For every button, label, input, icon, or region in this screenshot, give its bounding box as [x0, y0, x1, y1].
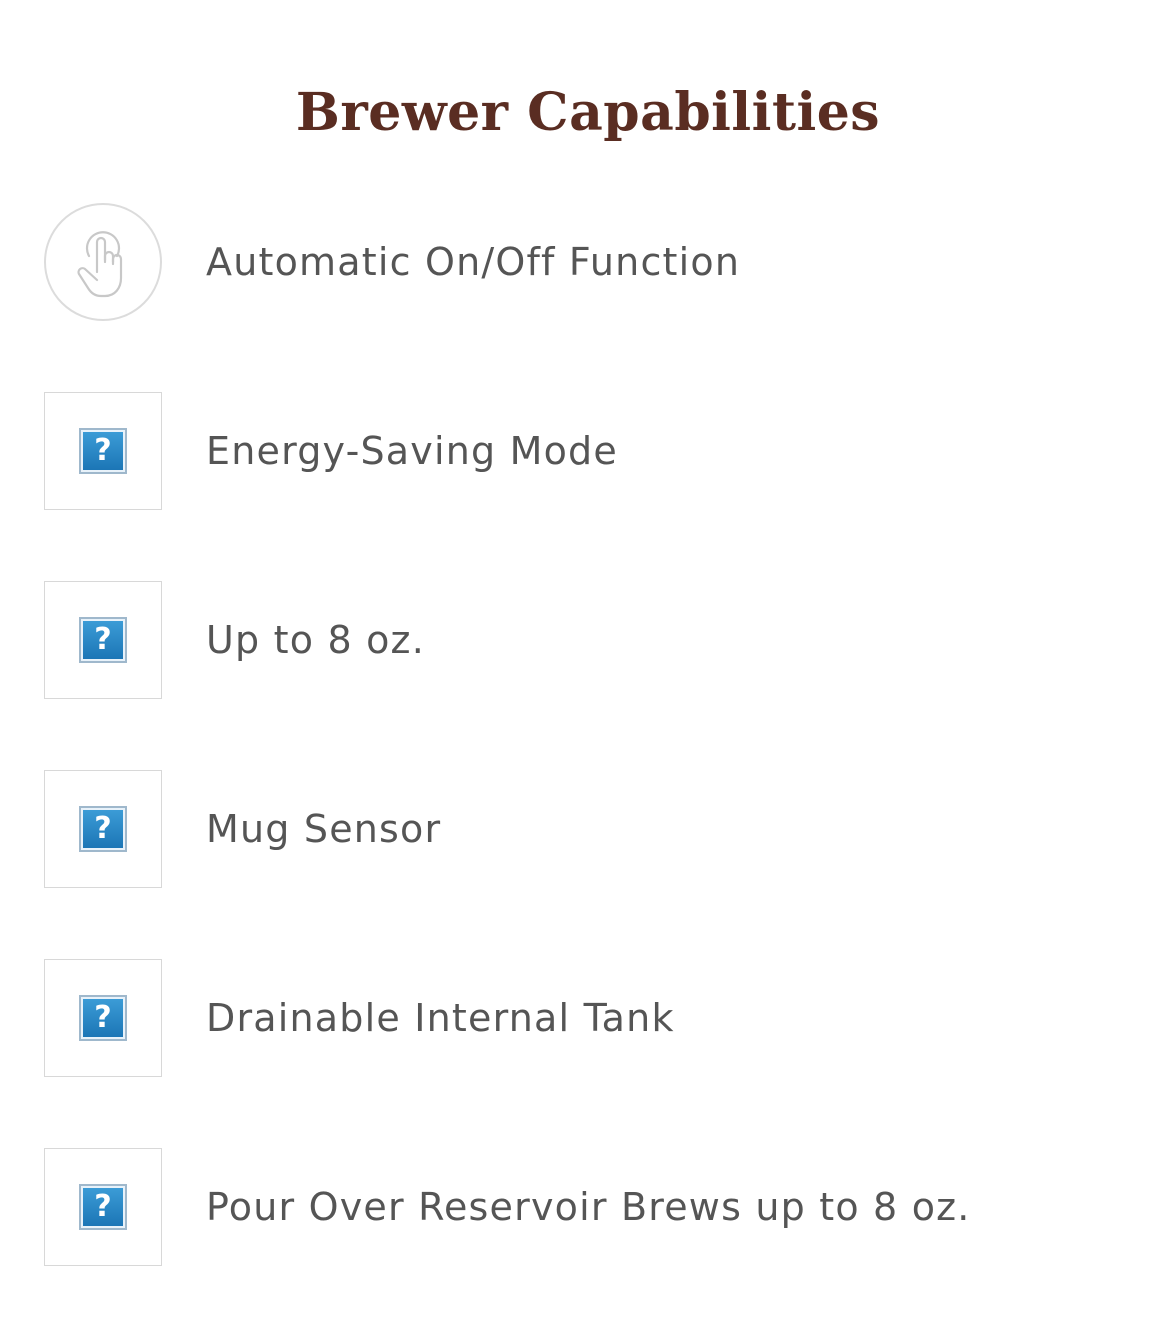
capability-item-cup-size: [44, 580, 1124, 699]
capability-item-auto-on-off: [44, 202, 1124, 321]
capability-icon-frame: [44, 1148, 162, 1266]
capability-label: Energy-Saving Mode: [206, 428, 618, 473]
capability-label: Drainable Internal Tank: [206, 995, 675, 1040]
hand-pointer-icon: [44, 203, 162, 321]
broken-image-placeholder-icon: ?: [79, 995, 127, 1041]
capability-label: Mug Sensor: [206, 806, 442, 851]
section-title: Brewer Capabilities: [295, 81, 881, 143]
capability-icon-frame: [44, 581, 162, 699]
broken-image-placeholder-icon: ?: [79, 428, 127, 474]
broken-image-placeholder-icon: ?: [79, 806, 127, 852]
capability-icon-frame: [44, 770, 162, 888]
capability-item-energy-saving: [44, 391, 1124, 510]
broken-image-placeholder-icon: ?: [79, 617, 127, 663]
broken-image-placeholder-icon: ?: [79, 1184, 127, 1230]
capability-icon-frame: [44, 959, 162, 1077]
capability-item-pour-over-reservoir: [44, 1147, 1124, 1266]
capability-item-mug-sensor: [44, 769, 1124, 888]
capability-icon-frame: [44, 392, 162, 510]
capability-item-drainable-tank: [44, 958, 1124, 1077]
capabilities-list: [44, 202, 1124, 1336]
capability-label: Automatic On/Off Function: [206, 239, 741, 284]
capability-label: Up to 8 oz.: [206, 617, 425, 662]
capability-label: Pour Over Reservoir Brews up to 8 oz.: [206, 1184, 971, 1229]
